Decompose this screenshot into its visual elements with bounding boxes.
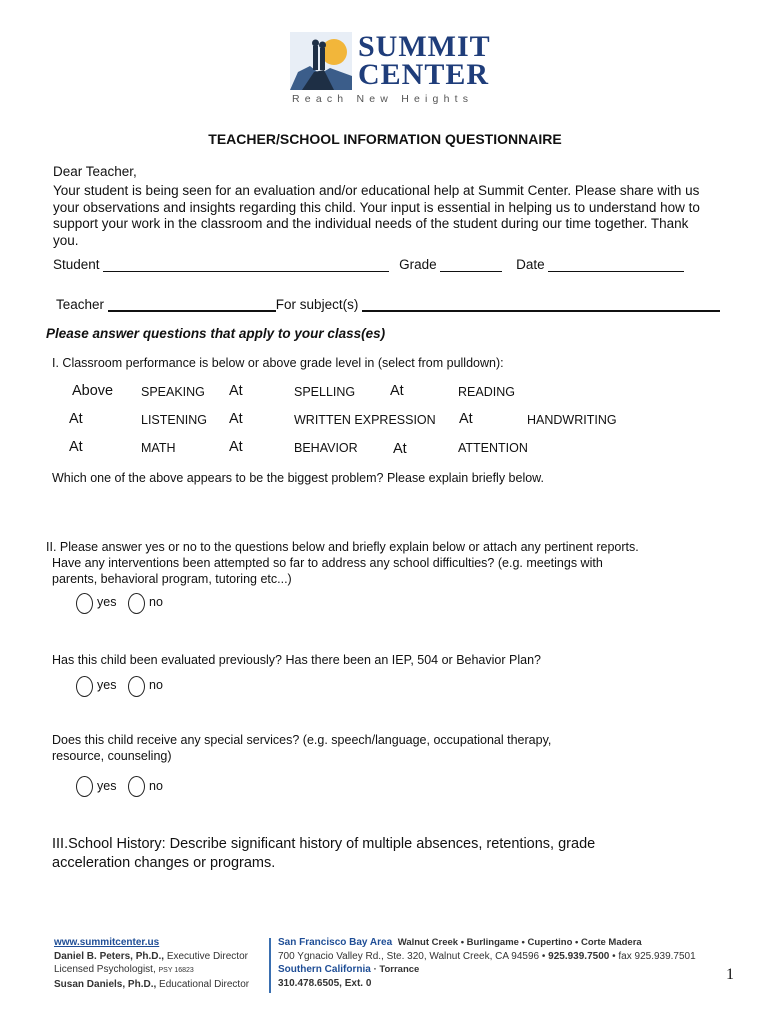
section3-line1: III.School History: Describe significant history of multiple absences, retentions, grade	[52, 836, 596, 852]
q2-yes-radio[interactable]	[76, 676, 93, 697]
subject-listening: LISTENING	[141, 413, 207, 427]
subject-handwriting: HANDWRITING	[527, 413, 617, 427]
subject-spelling: SPELLING	[294, 385, 356, 399]
logo-word-summit: SUMMIT	[358, 30, 491, 63]
page-title: TEACHER/SCHOOL INFORMATION QUESTIONNAIRE	[208, 131, 562, 147]
license-number: PSY 16823	[158, 967, 194, 974]
q2-no-label: no	[149, 678, 163, 692]
pulldown-behavior[interactable]: At	[229, 439, 243, 455]
q3-text-line2: resource, counseling)	[52, 749, 172, 763]
region2-name: Southern California	[278, 964, 371, 975]
pulldown-written-expression[interactable]: At	[229, 411, 243, 427]
footer-region1	[278, 936, 696, 950]
teacher-label: Teacher	[56, 297, 105, 312]
q3-yes-label: yes	[97, 779, 117, 793]
logo-word-center: CENTER	[358, 58, 490, 91]
student-field-row	[53, 257, 684, 272]
footer-license	[54, 963, 249, 978]
phone-number: 925.939.7500	[548, 950, 610, 962]
q2-text: Has this child been evaluated previously? Has there been an IEP, 504 or Behavior Plan?	[52, 653, 541, 667]
pulldown-listening[interactable]: At	[69, 411, 83, 427]
intro-paragraph: Your student is being seen for an evaluation and/or educational help at Summit Center. Please share with us your observations and insights regarding this child. Your input is essential in helping us to understand how to support your work in the classroom and the individual needs of the student during our time together. Thank you.	[53, 183, 700, 248]
grade-label: Grade	[399, 257, 437, 272]
subject-speaking: SPEAKING	[141, 385, 205, 399]
fax-number: • fax 925.939.7501	[612, 950, 696, 962]
mountain-climbers-icon	[290, 32, 352, 90]
grade-input[interactable]	[440, 257, 502, 272]
q1-yes-label: yes	[97, 595, 117, 609]
footer-right	[278, 936, 696, 990]
page-number: 1	[726, 966, 734, 983]
footer-divider	[269, 938, 271, 993]
greeting: Dear Teacher,	[53, 164, 137, 179]
footer	[48, 936, 728, 998]
region1-cities: Walnut Creek • Burlingame • Cupertino • Corte Madera	[397, 937, 642, 948]
director2-title: Educational Director	[159, 978, 250, 990]
subject-math: MATH	[141, 441, 176, 455]
q1-no-label: no	[149, 595, 163, 609]
section2-heading: II. Please answer yes or no to the questions below and briefly explain below or attach any pertinent reports.	[46, 540, 639, 554]
subjects-input[interactable]	[362, 296, 720, 312]
section3-line2: acceleration changes or programs.	[52, 855, 276, 871]
q3-yes-radio[interactable]	[76, 776, 93, 797]
student-input[interactable]	[103, 257, 389, 272]
address-text: 700 Ygnacio Valley Rd., Ste. 320, Walnut Creek, CA 94596 •	[278, 950, 546, 962]
subject-behavior: BEHAVIOR	[294, 441, 358, 455]
director1-title: Executive Director	[166, 950, 248, 962]
subjects-label: For subject(s)	[275, 297, 359, 312]
q1-text-line2: parents, behavioral program, tutoring etc...)	[52, 572, 292, 586]
footer-address-line	[278, 950, 696, 964]
date-label: Date	[516, 257, 545, 272]
summit-center-logo	[290, 30, 490, 110]
footer-region2	[278, 963, 696, 977]
footer-director1	[54, 950, 249, 964]
footer-phone2	[278, 977, 696, 991]
q1-text-line1: Have any interventions been attempted so far to address any school difficulties? (e.g. meetings with	[52, 556, 603, 570]
biggest-problem-question: Which one of the above appears to be the biggest problem? Please explain briefly below.	[52, 471, 544, 485]
q3-no-label: no	[149, 779, 163, 793]
q1-no-radio[interactable]	[128, 593, 145, 614]
student-label: Student	[53, 257, 100, 272]
region2-cities: · Torrance	[373, 964, 420, 975]
instruction-text: Please answer questions that apply to your class(es)	[46, 326, 386, 341]
subject-attention: ATTENTION	[458, 441, 528, 455]
q2-no-radio[interactable]	[128, 676, 145, 697]
q2-yes-label: yes	[97, 678, 117, 692]
teacher-input[interactable]	[108, 296, 276, 312]
pulldown-spelling[interactable]: At	[229, 383, 243, 399]
subject-written-expression: WRITTEN EXPRESSION	[294, 413, 436, 427]
director1-name: Daniel B. Peters, Ph.D.,	[54, 950, 165, 962]
footer-director2	[54, 978, 249, 992]
pulldown-reading[interactable]: At	[390, 383, 404, 399]
pulldown-math[interactable]: At	[69, 439, 83, 455]
region1-name: San Francisco Bay Area	[278, 937, 393, 948]
footer-left	[54, 936, 249, 991]
pulldown-handwriting[interactable]: At	[459, 411, 473, 427]
logo-tagline: Reach New Heights	[292, 93, 474, 105]
footer-website-link[interactable]: www.summitcenter.us	[54, 937, 160, 948]
phone2-number: 310.478.6505, Ext. 0	[278, 977, 372, 989]
biggest-problem-answer[interactable]	[52, 490, 712, 532]
q1-yes-radio[interactable]	[76, 593, 93, 614]
date-input[interactable]	[548, 257, 684, 272]
subject-reading: READING	[458, 385, 515, 399]
teacher-field-row	[56, 296, 720, 312]
license-text: Licensed Psychologist,	[54, 964, 156, 975]
q3-text-line1: Does this child receive any special services? (e.g. speech/language, occupational therapy,	[52, 733, 552, 747]
pulldown-attention[interactable]: At	[393, 441, 407, 457]
q3-no-radio[interactable]	[128, 776, 145, 797]
director2-name: Susan Daniels, Ph.D.,	[54, 978, 157, 990]
section1-heading: I. Classroom performance is below or above grade level in (select from pulldown):	[52, 356, 504, 370]
pulldown-speaking[interactable]: Above	[72, 383, 114, 399]
